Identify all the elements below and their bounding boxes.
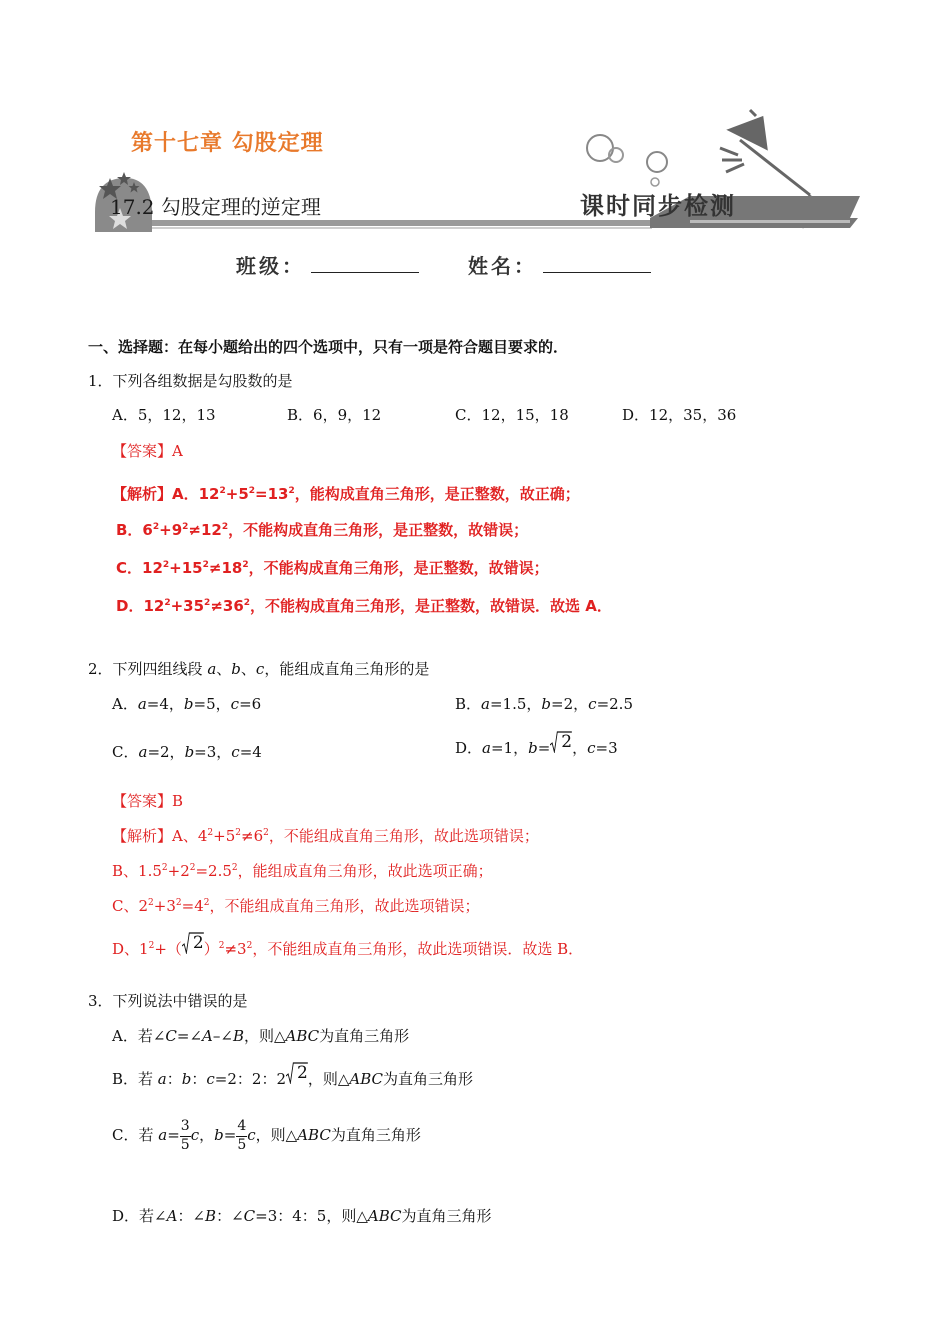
q2-analysis-line-b: B、$1.5^2+2^2=2.5^2$，能组成直角三角形，故此选项正确； — [112, 862, 493, 880]
q3-option-c: C．若 a= $\frac{3}{5}$ c，b= $\frac{4}{5}$ c，则△ABC为直角三角形 — [112, 1118, 421, 1153]
q2-analysis-line-d: D、$1^2+$（ $2)^2\ne 3^2$，不能组成直角三角形，故此选项错误．故选 B． — [112, 933, 584, 958]
q3-stem: 3．下列说法中错误的是 — [88, 992, 248, 1010]
q1-answer: 【答案】A — [112, 442, 183, 460]
section-title: 17.2 勾股定理的逆定理 — [110, 195, 321, 219]
q1-option-a: A．5，12，13 — [112, 406, 216, 424]
q2-option-c: C．a=2，b=3，c=4 — [112, 743, 262, 761]
q2-option-d: D．a=1，b= 2，c=3 — [455, 732, 618, 757]
q1-option-d: D．12，35，36 — [622, 406, 737, 424]
q1-analysis-line-1: 【解析】A．$12^2+5^2=13^2$，能构成直角三角形，是正整数，故正确； — [112, 485, 580, 503]
q2-analysis-line-a: 【解析】A、$4^2+5^2\ne 6^2$，不能组成直角三角形，故此选项错误； — [112, 827, 539, 845]
class-field — [236, 250, 419, 279]
fraction-three-fifths: $\frac{3}{5}$ — [180, 1118, 190, 1153]
bubble-icon — [651, 178, 659, 186]
q2-stem: 2．下列四组线段 a、b、c，能组成直角三角形的是 — [88, 660, 430, 678]
name-field — [468, 250, 651, 279]
q3-option-a: A．若∠C=∠A–∠B，则△ABC为直角三角形 — [112, 1027, 410, 1045]
sqrt-symbol: 2 — [182, 935, 204, 952]
sync-test-title: 课时同步检测 — [580, 191, 736, 220]
q1-option-c: C．12，15，18 — [455, 406, 569, 424]
q1-analysis-line-4: D．$12^2+35^2\ne 36^2$，不能构成直角三角形，是正整数，故错误．故选 A． — [116, 597, 612, 615]
q3-option-d: D．若∠A：∠B：∠C=3：4：5，则△ABC为直角三角形 — [112, 1207, 492, 1225]
q1-analysis-line-2: B．$6^2+9^2\ne 12^2$，不能构成直角三角形，是正整数，故错误； — [116, 521, 529, 539]
q2-option-b: B．a=1.5，b=2，c=2.5 — [455, 695, 633, 713]
class-input-line[interactable] — [311, 252, 419, 273]
q2-answer: 【答案】B — [112, 792, 184, 810]
q2-analysis-line-c: C、$2^2+3^2=4^2$，不能组成直角三角形，故此选项错误； — [112, 897, 480, 915]
q2-option-a: A．a=4，b=5，c=6 — [112, 695, 262, 713]
part-heading: 一、选择题：在每小题给出的四个选项中，只有一项是符合题目要求的． — [88, 338, 569, 356]
name-input-line[interactable] — [543, 252, 651, 273]
name-label: 姓名： — [468, 254, 537, 278]
sqrt-symbol: 2 — [550, 734, 572, 751]
q3-option-b: B．若 a：b：c=2：2：2 2，则△ABC为直角三角形 — [112, 1063, 474, 1088]
chapter-title: 第十七章 勾股定理 — [131, 131, 324, 156]
bubble-icon — [647, 152, 667, 172]
q1-stem: 1．下列各组数据是勾股数的是 — [88, 372, 293, 390]
q1-analysis-line-3: C．$12^2+15^2\ne 18^2$，不能构成直角三角形，是正整数，故错误； — [116, 559, 549, 577]
sqrt-symbol: 2 — [286, 1065, 308, 1082]
class-label: 班级： — [236, 254, 305, 278]
q1-option-b: B．6，9，12 — [287, 406, 382, 424]
fraction-four-fifths: $\frac{4}{5}$ — [237, 1118, 247, 1153]
